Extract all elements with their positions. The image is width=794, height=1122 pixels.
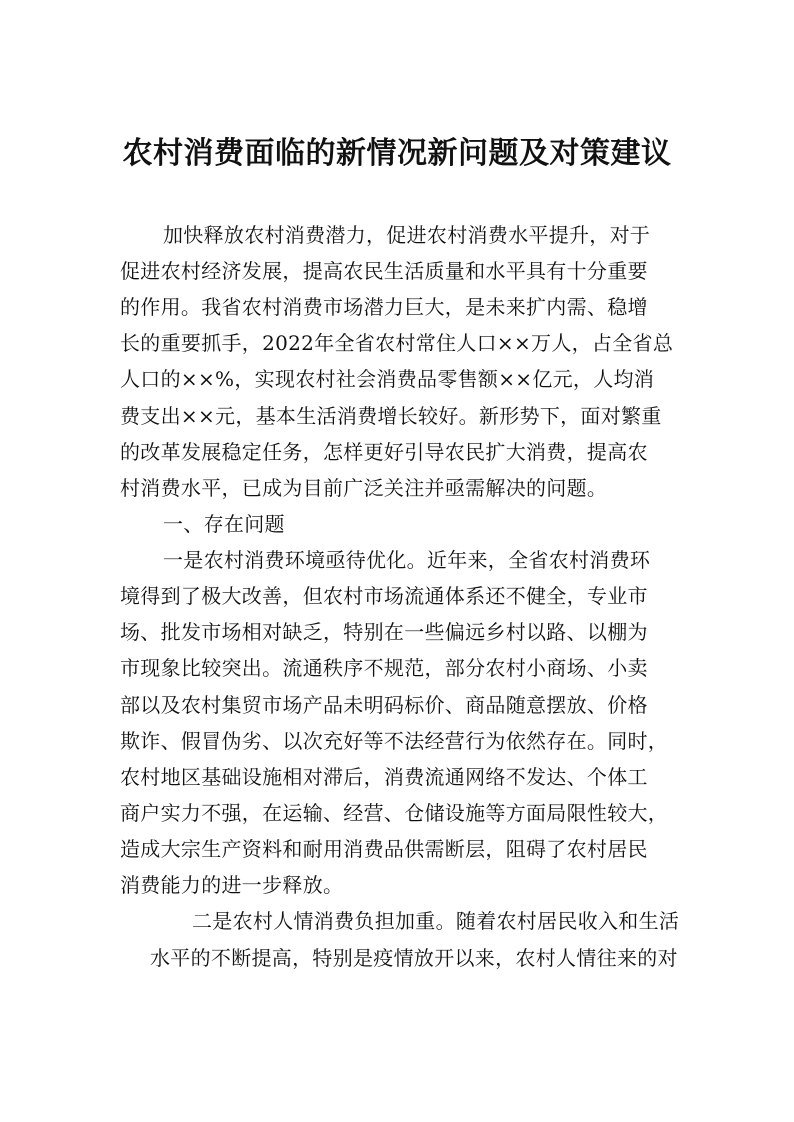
page-title: 农村消费面临的新情况新问题及对策建议 bbox=[122, 136, 672, 171]
text-line: 水平的不断提高，特别是疫情放开以来，农村人情往来的对 bbox=[150, 946, 678, 970]
text-line: 一是农村消费环境亟待优化。近年来，全省农村消费环 bbox=[163, 548, 651, 572]
text-line: 的作用。我省农村消费市场潜力巨大，是未来扩内需、稳增 bbox=[120, 295, 648, 319]
text-line: 费支出××元，基本生活消费增长较好。新形势下，面对繁重 bbox=[120, 404, 662, 428]
text-line: 长的重要抓手，2022年全省农村常住人口××万人，占全省总 bbox=[120, 331, 674, 355]
text-line: 二是农村人情消费负担加重。随着农村居民收入和生活 bbox=[192, 909, 680, 933]
section-heading: 一、存在问题 bbox=[163, 512, 285, 536]
text-line: 部以及农村集贸市场产品未明码标价、商品随意摆放、价格 bbox=[120, 693, 648, 717]
text-line: 促进农村经济发展，提高农民生活质量和水平具有十分重要 bbox=[120, 259, 648, 283]
text-line: 加快释放农村消费潜力，促进农村消费水平提升，对于 bbox=[163, 223, 651, 247]
text-line: 消费能力的进一步释放。 bbox=[120, 873, 344, 897]
text-line: 商户实力不强，在运输、经营、仓储设施等方面局限性较大， bbox=[120, 801, 669, 825]
text-line: 市现象比较突出。流通秩序不规范，部分农村小商场、小卖 bbox=[120, 656, 648, 680]
text-line: 场、批发市场相对缺乏，特别在一些偏远乡村以路、以棚为 bbox=[120, 620, 648, 644]
text-line: 人口的××%，实现农村社会消费品零售额××亿元，人均消 bbox=[120, 367, 655, 391]
text-line: 造成大宗生产资料和耐用消费品供需断层，阻碍了农村居民 bbox=[120, 837, 648, 861]
text-line: 欺诈、假冒伪劣、以次充好等不法经营行为依然存在。同时， bbox=[120, 729, 669, 753]
text-line: 境得到了极大改善，但农村市场流通体系还不健全，专业市 bbox=[120, 584, 648, 608]
text-line: 农村地区基础设施相对滞后，消费流通网络不发达、个体工 bbox=[120, 765, 648, 789]
text-line: 的改革发展稳定任务，怎样更好引导农民扩大消费，提高农 bbox=[120, 440, 648, 464]
text-line: 村消费水平，已成为目前广泛关注并亟需解决的问题。 bbox=[120, 476, 608, 500]
